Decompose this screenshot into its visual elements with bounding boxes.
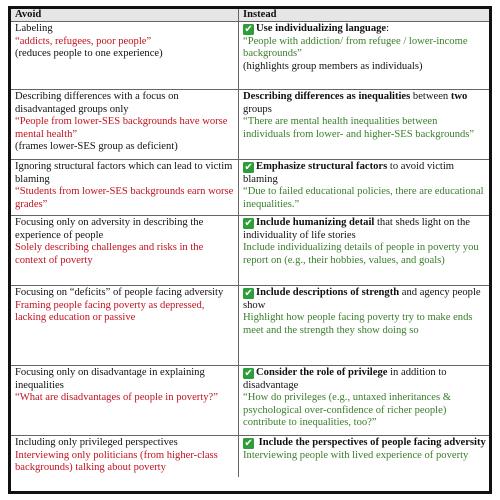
- table-row: [11, 436, 489, 477]
- instead-example: “Due to failed educational policies, there are educational inequalities.”: [243, 186, 484, 210]
- avoid-note: (frames lower-SES group as deficient): [15, 141, 178, 153]
- header-avoid: Avoid: [11, 9, 239, 22]
- table-row: [11, 22, 489, 90]
- avoid-cell: [11, 22, 239, 90]
- table-row: [11, 160, 489, 216]
- avoid-example: Framing people facing poverty as depressed, lacking education or passive: [15, 299, 205, 324]
- table-row: [11, 286, 489, 366]
- avoid-example: “People from lower-SES backgrounds have worse mental health”: [15, 116, 228, 140]
- instead-rest: that sheds light on the individuality of life stories: [243, 217, 470, 241]
- instead-example: Include individualizing details of people in poverty you report on (e.g., their hobbies, values, and goals): [243, 242, 479, 266]
- instead-cell: [239, 90, 489, 160]
- avoid-example: “addicts, refugees, poor people”: [15, 35, 152, 47]
- instead-rest: and agency people show: [243, 287, 481, 311]
- instead-bold: Use individualizing language: [256, 23, 387, 35]
- avoid-cell: [11, 160, 239, 216]
- table-row: [11, 216, 489, 286]
- instead-cell: [239, 286, 489, 366]
- instead-rest-2: groups: [243, 103, 272, 115]
- table-header-row: [11, 9, 489, 22]
- instead-bold: Consider the role of privilege: [256, 367, 388, 379]
- guidelines-table-frame: [8, 6, 492, 494]
- avoid-note: (reduces people to one experience): [15, 48, 163, 60]
- avoid-example: “What are disadvantages of people in poverty?”: [15, 392, 218, 404]
- avoid-title: Ignoring structural factors which can lead to victim blaming: [15, 161, 233, 185]
- check-mark-icon: ✔: [244, 288, 253, 300]
- instead-rest: in addition to disadvantage: [243, 367, 447, 391]
- instead-bold: Emphasize structural factors: [256, 161, 388, 173]
- check-mark-icon: ✔: [244, 438, 253, 450]
- avoid-title: Describing differences with a focus on disadvantaged groups only: [15, 91, 179, 115]
- table-row: [11, 366, 489, 436]
- instead-rest: to avoid victim blaming: [243, 161, 455, 185]
- instead-cell: [239, 436, 489, 477]
- instead-rest: between: [410, 91, 451, 103]
- instead-cell: [239, 366, 489, 436]
- table-row: [11, 90, 489, 160]
- avoid-title: Focusing only on disadvantage in explaining inequalities: [15, 367, 205, 391]
- instead-bold: Include descriptions of strength: [256, 287, 400, 299]
- header-instead: Instead: [239, 9, 489, 22]
- avoid-cell: [11, 366, 239, 436]
- instead-bold-2: two: [450, 91, 468, 103]
- check-mark-icon: ✔: [244, 24, 253, 36]
- avoid-example: “Students from lower-SES backgrounds earn worse grades”: [15, 186, 234, 210]
- check-mark-icon: ✔: [244, 162, 253, 174]
- avoid-cell: [11, 90, 239, 160]
- instead-rest: :: [386, 23, 390, 35]
- avoid-cell: [11, 286, 239, 366]
- instead-cell: [239, 216, 489, 286]
- instead-cell: [239, 22, 489, 90]
- instead-example: “How do privileges (e.g., untaxed inheritances & psychological over-confidence of richer people) contribute to inequalities, too?”: [243, 392, 452, 429]
- instead-cell: [239, 160, 489, 216]
- language-guidelines-table: [11, 9, 489, 477]
- avoid-title: Labeling: [15, 23, 53, 35]
- avoid-example: Interviewing only politicians (from higher-class backgrounds) talking about poverty: [15, 449, 218, 474]
- instead-example: “People with addiction/ from refugee / lower-income backgrounds”: [243, 35, 468, 60]
- check-mark-icon: ✔: [244, 368, 253, 380]
- check-mark-icon: ✔: [244, 218, 253, 230]
- avoid-title: Including only privileged perspectives: [15, 437, 178, 449]
- avoid-cell: [11, 436, 239, 477]
- instead-bold: Include the perspectives of people facing adversity: [256, 437, 486, 449]
- instead-example: “There are mental health inequalities between individuals from lower- and higher-SES backgrounds”: [243, 116, 475, 140]
- instead-example: Highlight how people facing poverty try to make ends meet and the strength they show doing so: [243, 312, 473, 336]
- instead-note: (highlights group members as individuals): [243, 60, 423, 72]
- avoid-cell: [11, 216, 239, 286]
- avoid-example: Solely describing challenges and risks in the context of poverty: [15, 242, 204, 266]
- instead-example: Interviewing people with lived experience of poverty: [243, 449, 469, 461]
- avoid-title: Focusing on “deficits” of people facing adversity: [15, 287, 224, 299]
- instead-bold: Describing differences as inequalities: [243, 91, 411, 103]
- avoid-title: Focusing only on adversity in describing the experience of people: [15, 217, 204, 241]
- instead-bold: Include humanizing detail: [256, 217, 375, 229]
